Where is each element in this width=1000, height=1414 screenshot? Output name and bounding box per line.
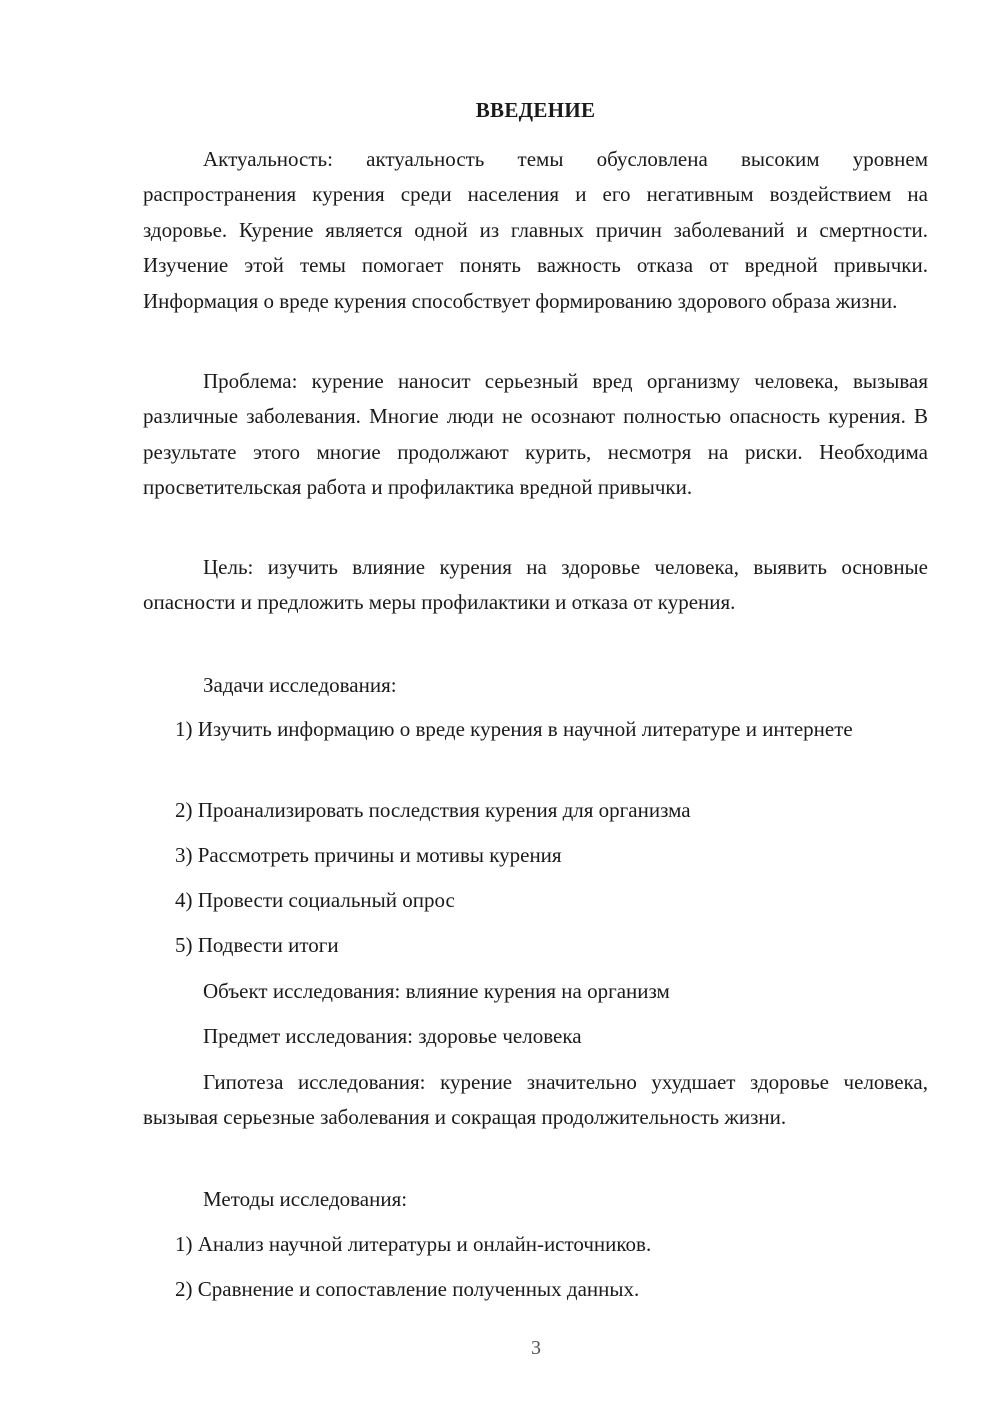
task-item-1: 1) Изучить информацию о вреде курения в научной литературе и интернете [175,717,853,741]
research-subject: Предмет исследования: здоровье человека [203,1024,582,1048]
paragraph-actuality: Актуальность: актуальность темы обусловлена высоким уровнем распространения курения среди населения и его негативным воздействием на здоровье. Курение является одной из главных причин заболеваний и смертности. Изучение этой темы помогает понять важность отказа от вредной привычки. Информация о вреде курения способствует формированию здорового образа жизни. [143,147,928,313]
paragraph-hypothesis: Гипотеза исследования: курение значительно ухудшает здоровье человека, вызывая серьезные заболевания и сокращая продолжительность жизни. [143,1070,928,1130]
paragraph-problem: Проблема: курение наносит серьезный вред организму человека, вызывая различные заболевания. Многие люди не осознают полностью опасность курения. В результате этого многие продолжают курить, несмотря на риски. Необходима просветительская работа и профилактика вредной привычки. [143,369,928,500]
paragraph-goal: Цель: изучить влияние курения на здоровье человека, выявить основные опасности и предложить меры профилактики и отказа от курения. [143,555,928,615]
method-item-2: 2) Сравнение и сопоставление полученных данных. [175,1277,640,1301]
page-number: 3 [531,1337,541,1359]
task-item-4: 4) Провести социальный опрос [175,888,455,912]
task-item-2: 2) Проанализировать последствия курения для организма [175,798,691,822]
page-title: ВВЕДЕНИЕ [475,98,596,122]
task-item-3: 3) Рассмотреть причины и мотивы курения [175,843,562,867]
methods-heading: Методы исследования: [203,1187,408,1211]
method-item-1: 1) Анализ научной литературы и онлайн-источников. [175,1232,652,1256]
tasks-heading: Задачи исследования: [203,673,397,697]
research-object: Объект исследования: влияние курения на организм [203,979,670,1003]
task-item-5: 5) Подвести итоги [175,933,339,957]
